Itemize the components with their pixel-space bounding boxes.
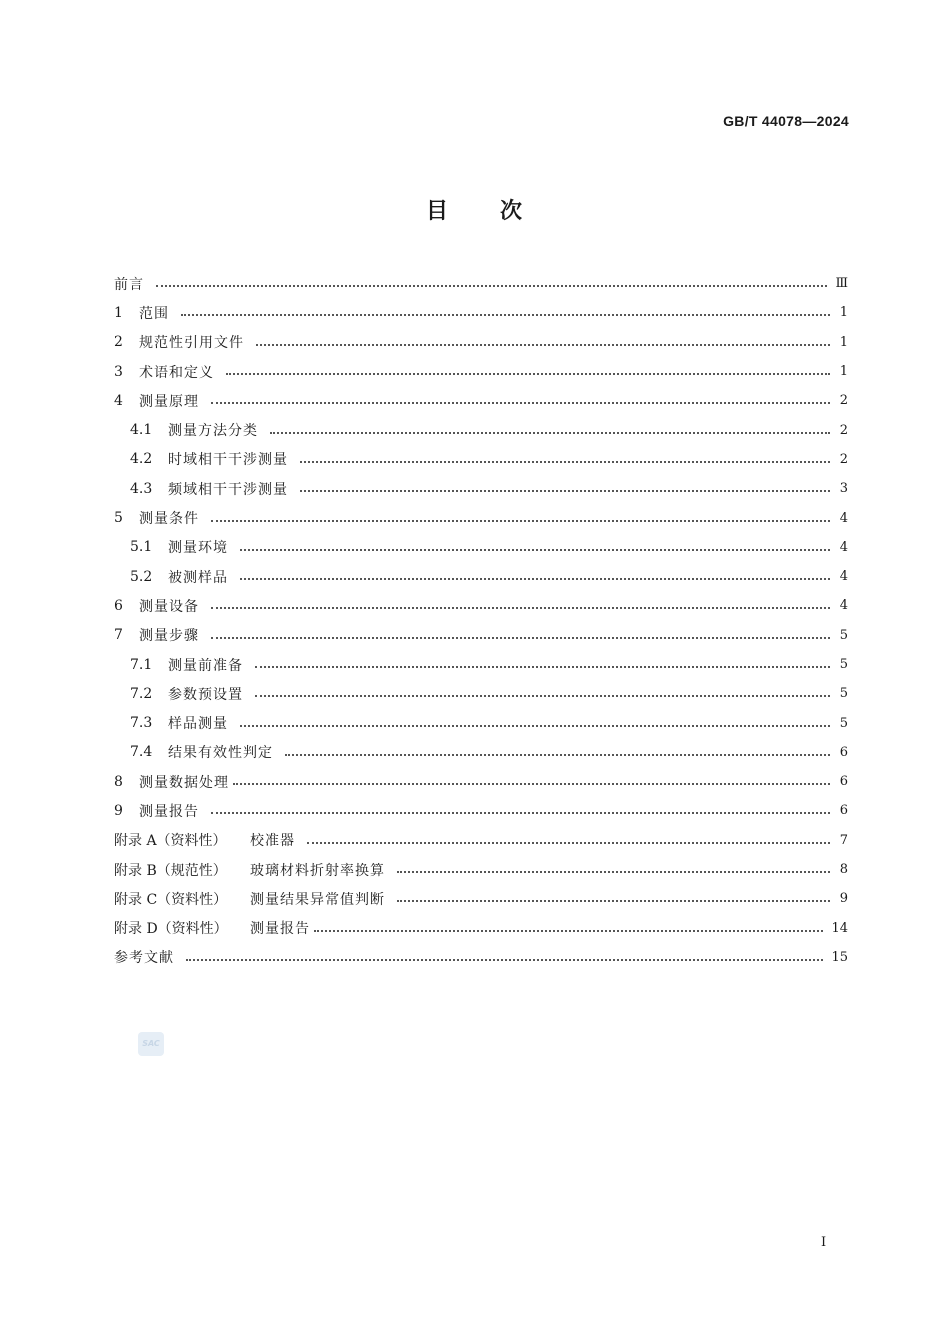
toc-entry-appendix-c[interactable] — [114, 884, 848, 913]
dot-leader — [314, 929, 823, 932]
toc-entry-3[interactable] — [114, 357, 848, 386]
toc-entry-preface[interactable] — [114, 269, 848, 298]
toc-entry-number: 7.2 — [130, 685, 153, 702]
toc-entry-page: Ⅲ — [835, 276, 848, 292]
toc-entry-number: 7.1 — [130, 656, 153, 673]
dot-leader — [240, 548, 830, 551]
toc-entry-number: 3 — [114, 363, 123, 380]
dot-leader — [285, 753, 830, 756]
toc-entry-6[interactable] — [114, 591, 848, 620]
toc-entry-number: 4 — [114, 392, 123, 409]
toc-entry-page: 2 — [839, 422, 848, 438]
toc-entry-number: 1 — [114, 304, 123, 321]
toc-entry-page: 15 — [831, 949, 848, 965]
toc-entry-7-2[interactable] — [114, 679, 848, 708]
toc-entry-label: 测量前准备 — [168, 657, 243, 674]
dot-leader — [255, 665, 830, 668]
dot-leader — [186, 958, 823, 961]
toc-entry-2[interactable] — [114, 328, 848, 357]
toc-entry-label: 结果有效性判定 — [168, 745, 273, 762]
toc-entry-number: 附录 D（资料性） — [114, 921, 228, 938]
toc-entry-page: 5 — [839, 715, 848, 731]
toc-entry-number: 5 — [114, 510, 123, 527]
toc-entry-page: 5 — [839, 627, 848, 643]
dot-leader — [300, 489, 830, 492]
dot-leader — [226, 372, 830, 375]
toc-entry-page: 2 — [839, 393, 848, 409]
toc-entry-number: 附录 B（规范性） — [114, 862, 227, 879]
toc-entry-7-1[interactable] — [114, 650, 848, 679]
toc-entry-7[interactable] — [114, 621, 848, 650]
toc-entry-number: 5.1 — [130, 539, 153, 556]
toc-entry-label: 测量方法分类 — [168, 423, 258, 440]
toc-entry-page: 1 — [839, 334, 848, 350]
dot-leader — [270, 431, 830, 434]
toc-entry-page: 14 — [831, 920, 848, 936]
toc-entry-number: 4.1 — [130, 422, 153, 439]
toc-entry-appendix-d[interactable] — [114, 914, 848, 943]
toc-entry-label: 参考文献 — [114, 950, 174, 967]
dot-leader — [240, 724, 830, 727]
toc-entry-page: 8 — [839, 862, 848, 878]
toc-entry-7-3[interactable] — [114, 708, 848, 737]
toc-entry-number: 4.3 — [130, 480, 153, 497]
toc-entry-page: 6 — [839, 774, 848, 790]
toc-entry-page: 1 — [839, 305, 848, 321]
toc-entry-label: 测量数据处理 — [139, 774, 229, 791]
toc-entry-page: 5 — [839, 686, 848, 702]
toc-entry-label: 参数预设置 — [168, 686, 243, 703]
toc-entry-label: 被测样品 — [168, 569, 228, 586]
toc-entry-label: 时域相干干涉测量 — [168, 452, 288, 469]
toc-entry-number: 9 — [114, 802, 123, 819]
toc-title-char-1: 目 — [425, 199, 450, 224]
toc-entry-label: 范围 — [139, 305, 169, 322]
toc-entry-label: 测量环境 — [168, 540, 228, 557]
toc-entry-page: 7 — [839, 832, 848, 848]
toc-entry-1[interactable] — [114, 298, 848, 327]
toc-entry-number: 7.4 — [130, 744, 153, 761]
dot-leader — [256, 343, 830, 346]
toc-entry-number: 7.3 — [130, 715, 153, 732]
toc-entry-label: 样品测量 — [168, 716, 228, 733]
toc-entry-page: 9 — [839, 891, 848, 907]
toc-entry-number: 4.2 — [130, 451, 153, 468]
toc-entry-bibliography[interactable] — [114, 943, 848, 972]
toc-entry-appendix-a[interactable] — [114, 826, 848, 855]
toc-entry-label: 前言 — [114, 276, 144, 293]
toc-entry-5[interactable] — [114, 503, 848, 532]
toc-entry-page: 4 — [839, 598, 848, 614]
toc-entry-page: 1 — [839, 364, 848, 380]
dot-leader — [211, 401, 830, 404]
toc-entry-number: 附录 C（资料性） — [114, 891, 228, 908]
toc-entry-label: 测量报告 — [250, 921, 310, 938]
toc-entry-label: 测量步骤 — [139, 628, 199, 645]
toc-entry-8[interactable] — [114, 767, 848, 796]
standard-code: GB/T 44078—2024 — [723, 113, 849, 129]
dot-leader — [181, 313, 830, 316]
table-of-contents — [114, 269, 848, 972]
toc-entry-page: 6 — [839, 803, 848, 819]
toc-entry-number: 5.2 — [130, 568, 153, 585]
toc-entry-4-2[interactable] — [114, 445, 848, 474]
dot-leader — [211, 811, 830, 814]
toc-entry-label: 测量设备 — [139, 598, 199, 615]
toc-entry-number: 7 — [114, 627, 123, 644]
page-number: I — [821, 1235, 827, 1250]
toc-entry-page: 4 — [839, 569, 848, 585]
dot-leader — [211, 636, 830, 639]
toc-entry-number: 附录 A（资料性） — [114, 833, 227, 850]
toc-entry-4-1[interactable] — [114, 415, 848, 444]
toc-title — [0, 194, 950, 225]
toc-entry-label: 术语和定义 — [139, 364, 214, 381]
toc-entry-page: 2 — [839, 451, 848, 467]
toc-entry-page: 3 — [839, 481, 848, 497]
dot-leader — [255, 694, 830, 697]
dot-leader — [211, 519, 830, 522]
toc-entry-label: 测量条件 — [139, 511, 199, 528]
dot-leader — [300, 460, 830, 463]
toc-entry-label: 规范性引用文件 — [139, 335, 244, 352]
toc-entry-label: 校准器 — [250, 833, 295, 850]
toc-entry-page: 4 — [839, 510, 848, 526]
toc-entry-label: 测量原理 — [139, 393, 199, 410]
toc-entry-4[interactable] — [114, 386, 848, 415]
toc-entry-5-1[interactable] — [114, 533, 848, 562]
dot-leader — [233, 782, 830, 785]
toc-entry-label: 玻璃材料折射率换算 — [250, 862, 385, 879]
dot-leader — [240, 577, 830, 580]
toc-entry-5-2[interactable] — [114, 562, 848, 591]
toc-entry-page: 4 — [839, 539, 848, 555]
toc-entry-appendix-b[interactable] — [114, 855, 848, 884]
toc-entry-label: 频域相干干涉测量 — [168, 481, 288, 498]
toc-entry-label: 测量报告 — [139, 803, 199, 820]
dot-leader — [397, 870, 830, 873]
toc-entry-number: 8 — [114, 773, 123, 790]
dot-leader — [397, 899, 830, 902]
toc-entry-page: 5 — [839, 657, 848, 672]
toc-entry-4-3[interactable] — [114, 474, 848, 503]
dot-leader — [156, 284, 827, 287]
sac-watermark-logo: SAC — [138, 1032, 164, 1056]
toc-entry-page: 6 — [839, 744, 848, 760]
toc-title-char-2: 次 — [500, 199, 525, 224]
toc-entry-label: 测量结果异常值判断 — [250, 891, 385, 908]
toc-entry-7-4[interactable] — [114, 738, 848, 767]
dot-leader — [211, 606, 830, 609]
toc-entry-number: 2 — [114, 334, 123, 351]
toc-entry-number: 6 — [114, 597, 123, 614]
toc-entry-9[interactable] — [114, 796, 848, 825]
dot-leader — [307, 841, 830, 844]
